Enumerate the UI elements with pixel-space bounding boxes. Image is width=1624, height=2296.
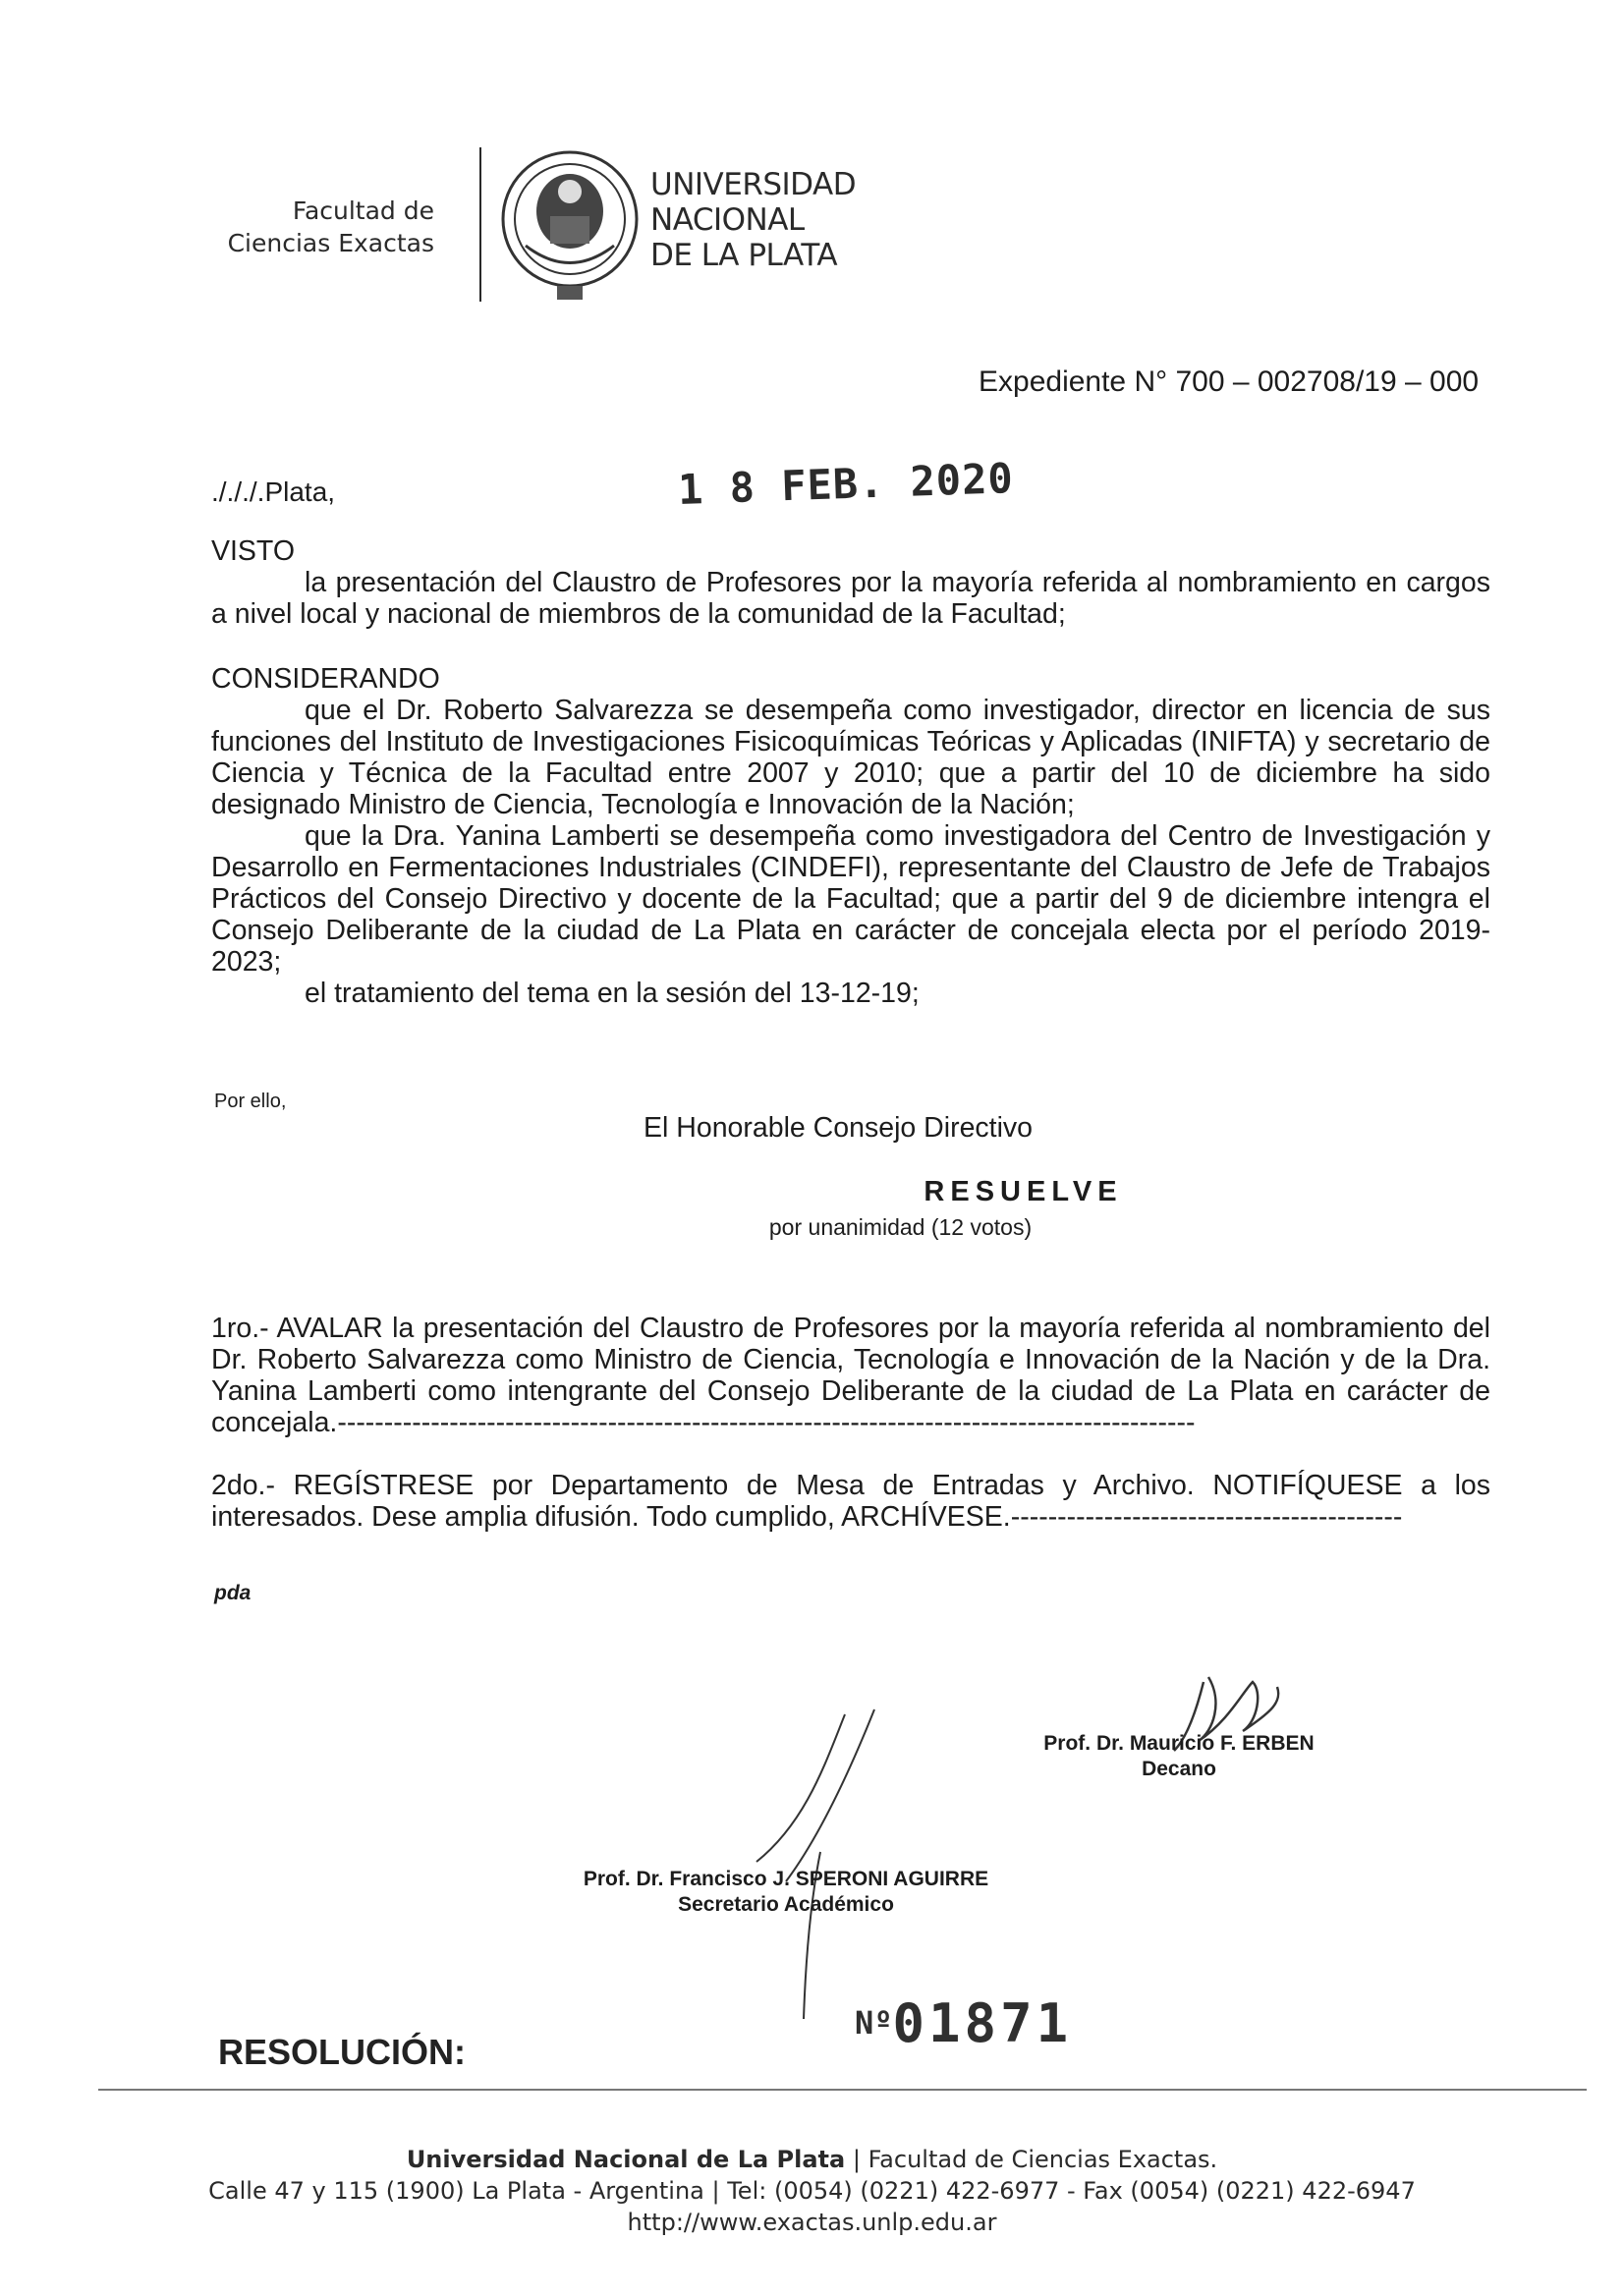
resolution-number: 01871 — [892, 1992, 1073, 2054]
votes-note: por unanimidad (12 votos) — [768, 1214, 1033, 1240]
faculty-name — [118, 195, 434, 259]
article-1: 1ro.- AVALAR la presentación del Claustro de Profesores por la mayoría referida al nombramiento del Dr. Roberto Salvarezza como Ministro de Ciencia, Tecnología e Innovación de la Nación y de la Dra. Yanina Lamberti como intengrante del Consejo Deliberante de la ciudad de La Plata en carácter de concejala.-------------------------------------------------------------------------------------------- — [211, 1313, 1490, 1438]
considerando-para-2: que la Dra. Yanina Lamberti se desempeña como investigadora del Centro de Investigación y Desarrollo en Fermentaciones Industriales (CINDEFI), representante del Claustro de Jefe de Trabajos Prácticos del Consejo Directivo y docente de la Facultad; que a partir del 9 de diciembre intengra el Consejo Deliberante de la ciudad de La Plata en carácter de concejala electa por el período 2019- 2023; — [211, 820, 1490, 978]
footer-address: Calle 47 y 115 (1900) La Plata - Argentina | Tel: (0054) (0221) 422-6977 - Fax (0054) (0221) 422-6947 — [208, 2177, 1416, 2205]
dean-signature-block — [982, 1731, 1375, 1782]
secretary-name: Prof. Dr. Francisco J. SPERONI AGUIRRE — [583, 1868, 989, 1890]
faculty-line-1: Facultad de — [292, 196, 434, 225]
secretary-title: Secretario Académico — [678, 1893, 894, 1916]
resuelve-text: RESUELVE — [924, 1176, 1123, 1207]
articles — [211, 1313, 1490, 1533]
faculty-line-2: Ciencias Exactas — [227, 229, 434, 257]
university-seal-icon — [496, 142, 644, 309]
resolution-prefix: Nº — [855, 2004, 893, 2042]
university-name — [650, 167, 856, 273]
considerando-para-3: el tratamiento del tema en la sesión del 13-12-19; — [305, 978, 920, 1009]
council-name: El Honorable Consejo Directivo — [644, 1112, 1034, 1144]
university-line-3: DE LA PLATA — [650, 238, 838, 273]
considerando-heading: CONSIDERANDO — [211, 663, 440, 695]
article-2: 2do.- REGÍSTRESE por Departamento de Mesa de Entradas y Archivo. NOTIFÍQUESE a los interesados. Dese amplia difusión. Todo cumplido, ARCHÍVESE.------------------------------------------ — [211, 1470, 1490, 1533]
visto-text: la presentación del Claustro de Profesores por la mayoría referida al nombramiento en cargos a nivel local y nacional de miembros de la comunidad de la Facultad; — [211, 567, 1490, 630]
place-line: ./././.Plata, — [211, 476, 336, 507]
footer-divider — [98, 2089, 1587, 2091]
initials: pda — [214, 1582, 252, 1604]
secretary-signature-block — [521, 1867, 1051, 1918]
resolution-label: RESOLUCIÓN: — [218, 2032, 466, 2072]
header-divider — [479, 147, 481, 302]
visto-heading: VISTO — [211, 535, 295, 567]
dean-title: Decano — [1142, 1758, 1216, 1780]
dean-name: Prof. Dr. Mauricio F. ERBEN — [1043, 1732, 1315, 1755]
footer-line-1 — [0, 2144, 1624, 2175]
footer-faculty: | Facultad de Ciencias Exactas. — [845, 2146, 1218, 2173]
por-ello: Por ello, — [214, 1091, 287, 1112]
university-line-2: NACIONAL — [650, 202, 805, 238]
document-body — [211, 535, 1490, 1009]
footer-university: Universidad Nacional de La Plata — [406, 2146, 846, 2173]
date-stamp: 1 8 FEB. 2020 — [677, 454, 1015, 514]
considerando-para-1: que el Dr. Roberto Salvarezza se desempeña como investigador, director en licencia de sus funciones del Instituto de Investigaciones Fisicoquímicas Teóricas y Aplicadas (INIFTA) y secretario de Ciencia y Técnica de la Facultad entre 2007 y 2010; que a partir del 10 de diciembre ha sido designado Ministro de Ciencia, Tecnología e Innovación de la Nación; — [211, 695, 1490, 820]
university-line-1: UNIVERSIDAD — [650, 167, 857, 202]
resolution-number-stamp — [855, 1992, 1072, 2054]
footer — [0, 2144, 1624, 2238]
footer-website[interactable]: http://www.exactas.unlp.edu.ar — [627, 2209, 997, 2236]
expediente-number: Expediente N° 700 – 002708/19 – 000 — [979, 365, 1480, 398]
resuelve-heading — [0, 1176, 1624, 1208]
